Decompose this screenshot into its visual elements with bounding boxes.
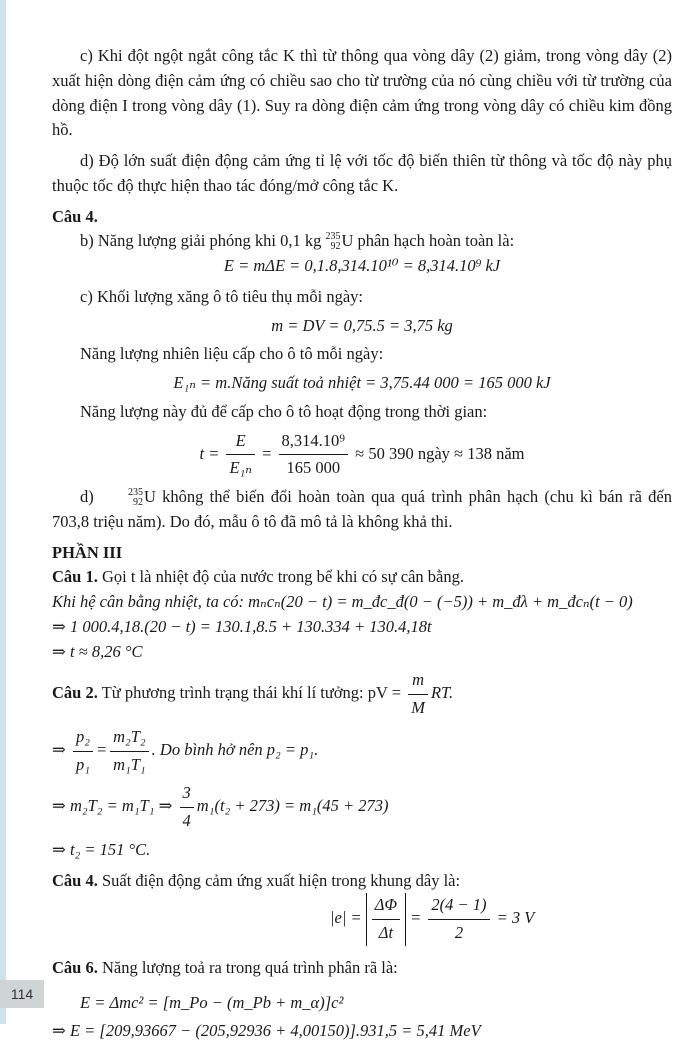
- part3-title: PHẦN III: [52, 542, 123, 562]
- q1-line2: Khi hệ cân bằng nhiệt, ta có: mₙcₙ(20 − t) = m_đc_đ(0 − (−5)) + m_đλ + m_đcₙ(t − 0): [52, 592, 633, 611]
- cau4-time-equation: t = $\frac{E}{\text{E₁ₙ}}$ = $\frac{\text{8,314.10⁹}}{165 000}$ ≈ 50 390 ngày ≈ 138 năm: [199, 430, 525, 478]
- cau4-time-text: Năng lượng này đủ để cấp cho ô tô hoạt động trong thời gian:: [80, 401, 488, 421]
- uranium-nuclide-2: 235 92: [128, 487, 144, 509]
- left-margin-band: [0, 0, 6, 1024]
- q4-text: Câu 4. Suất điện động cảm ứng xuất hiện trong khung dây là:: [52, 870, 461, 890]
- q1-line3: ⇒ 1 000.4,18.(20 − t) = 130.1,8.5 + 130.334 + 130.4,18t: [52, 616, 432, 636]
- q1-line4: ⇒ t ≈ 8,26 °C: [52, 641, 143, 661]
- cau4-c-equation: m = DV = 0,75.5 = 3,75 kg: [271, 315, 453, 335]
- cau4-b-equation: E = mΔE = 0,1.8,314.10¹⁰ = 8,314.10⁹ kJ: [223, 256, 501, 275]
- cau4-title: Câu 4.: [52, 206, 98, 226]
- cau4-energy-text: Năng lượng nhiên liệu cấp cho ô tô mỗi ngày:: [80, 344, 384, 364]
- q6-text: Câu 6. Năng lượng toả ra trong quá trình phân rã là:: [52, 957, 398, 977]
- q2-line2: ⇒ $\frac{\text{p₂}}{\text{p₁}}$ = $\frac{\text{m₂T₂}}{\text{m₁T₁}}$ . Do bình hở nên p₂ = p₁.: [52, 726, 319, 774]
- q4-equation: |e| = $\frac{\Delta\Phi}{\Delta t}$ = $\frac{2(4 - 1)}{2}$ = 3 V: [52, 893, 672, 946]
- cau4-energy-equation: E₁ₙ = m.Năng suất toả nhiệt = 3,75.44 000 = 165 000 kJ: [173, 373, 551, 392]
- q6-equation-1: E = Δmc² = [m_Po − (m_Pb + m_α)]c²: [80, 992, 344, 1012]
- c4-part-c: c) Khi đột ngột ngắt công tắc K thì từ thông qua vòng dây (2) giảm, trong vòng dây (2) xuất hiện dòng điện cảm ứng có chiều sao cho từ trường của nó cùng chiều với từ trường của dòng điện I trong vòng dây (1). Suy ra dòng điện cảm ứng trong vòng dây có chiều kim đồng hồ.: [52, 46, 672, 140]
- c4-part-d: d) Độ lớn suất điện động cảm ứng tỉ lệ với tốc độ biến thiên từ thông và tốc độ này phụ thuộc tốc độ thực hiện thao tác đóng/mở công tắc K.: [52, 151, 672, 195]
- q2-line3: ⇒ m₂T₂ = m₁T₁ ⇒ $\frac{3}{4}$ m₁(t₂ + 273) = m₁(45 + 273): [52, 783, 389, 830]
- cau4-c-text: c) Khối lượng xăng ô tô tiêu thụ mỗi ngày:: [80, 286, 364, 306]
- q1-text: Câu 1. Gọi t là nhiệt độ của nước trong bể khi có sự cân bằng.: [52, 567, 464, 587]
- cau4-b-text: b) Năng lượng giải phóng khi 0,1 kg 235 92 U phân hạch hoàn toàn là:: [80, 231, 515, 253]
- q6-equation-2: ⇒ E = [209,93667 − (205,92936 + 4,00150)].931,5 = 5,41 MeV: [52, 1021, 481, 1041]
- page-content: [52, 44, 672, 1044]
- cau4-d-text: d) 235 92 U không thể biến đổi hoàn toàn qua quá trình phân hạch (chu kì bán rã đến 703,8 triệu năm). Do đó, mẫu ô tô đã mô tả là không khả thi.: [52, 487, 673, 531]
- page-number: 114: [0, 980, 44, 1008]
- uranium-nuclide: 235 92: [325, 231, 341, 253]
- q2-line4: ⇒ t₂ = 151 °C.: [52, 839, 151, 859]
- q2-text: Câu 2. Từ phương trình trạng thái khí lí tưởng: pV = $\frac{m}{M}$ RT.: [52, 670, 454, 717]
